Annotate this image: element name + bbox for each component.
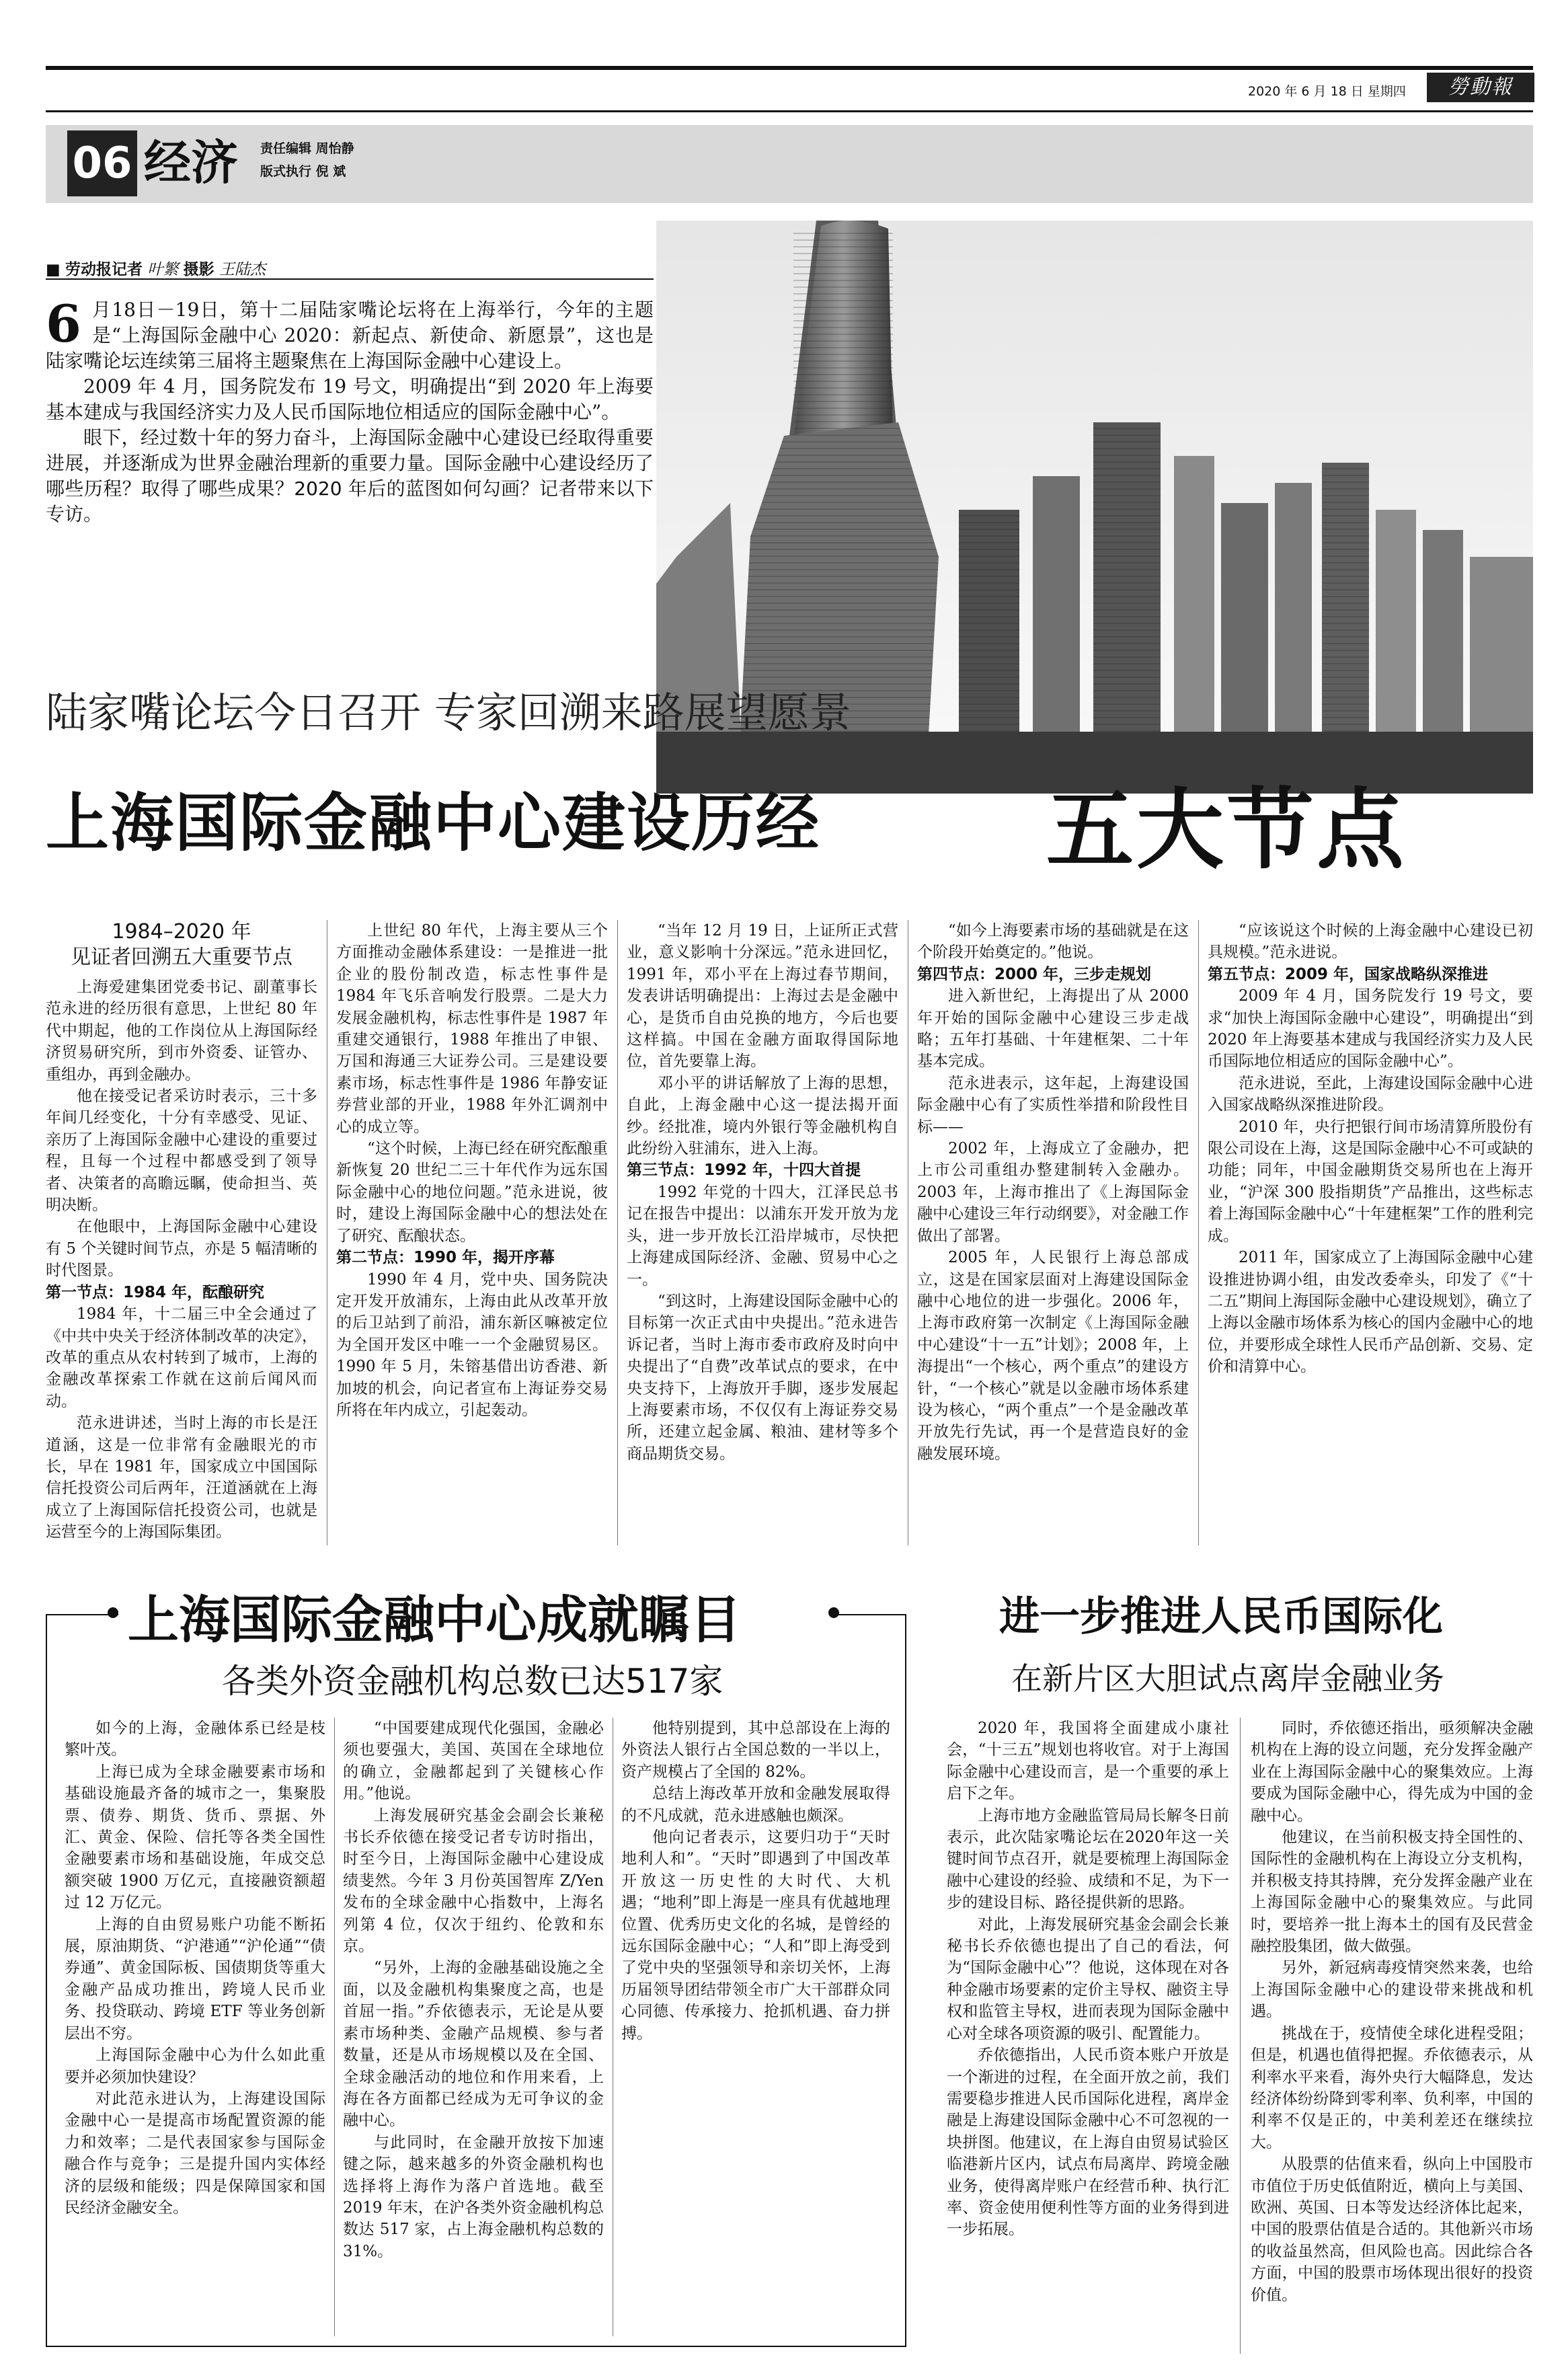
article2-col1 bbox=[65, 1718, 325, 2336]
article1-subhead-line2: 见证者回溯五大重要节点 bbox=[71, 946, 292, 969]
article1-paragraph: 他在接受记者采访时表示，三十多年间几经变化，十分有幸感受、见证、亲历了上海国际金融中心建设的重要过程，且每一个过程中都感受到了领导者、决策者的高瞻远瞩，使命担当、英明决断。 bbox=[46, 1087, 317, 1215]
article1-col1 bbox=[46, 920, 317, 1545]
article2-col2 bbox=[343, 1718, 604, 2336]
article2-title: 上海国际金融中心成就瞩目 bbox=[128, 1590, 741, 1650]
article1-paragraph: “当年 12 月 19 日，上证所正式营业，意义影响十分深远。”范永进回忆，1991 年，邓小平在上海过春节期间，发表讲话明确提出：上海过去是金融中心，是货币自由兑换的地方，今后也要这样搞。中国在金融方面取得国际地位，首先要靠上海。 bbox=[627, 922, 898, 1071]
article2-paragraph: 如今的上海，金融体系已经是枝繁叶茂。 bbox=[65, 1720, 325, 1759]
article1-paragraph: 在他眼中，上海国际金融中心建设有 5 个关键时间节点，亦是 5 幅清晰的时代图景。 bbox=[46, 1218, 317, 1280]
article1-paragraph: 1984 年，十二届三中全会通过了《中共中央关于经济体制改革的决定》，改革的重点从农村转到了城市，上海的金融改革探索工作就在这前后闻风而动。 bbox=[46, 1305, 317, 1410]
article1-paragraph: 2011 年，国家成立了上海国际金融中心建设推进协调小组，由发改委牵头，印发了《“十二五”期间上海国际金融中心建设规划》，确立了上海以金融市场体系为核心的国内金融中心的地位，并要形成全球性人民币产品创新、交易、定价和清算中心。 bbox=[1208, 1249, 1533, 1376]
lead-drop-cap: 6 bbox=[46, 297, 81, 354]
article1-paragraph: “到这时，上海建设国际金融中心的目标第一次正式由中央提出。”范永进告诉记者，当时上海市委市政府及时向中央提出了“自费”改革试点的要求，在中央支持下，上海放开手脚，逐步发展起上海要素市场，不仅仅有上海证券交易所，还建立起金属、粮油、建材等多个商品期货交易。 bbox=[627, 1292, 898, 1463]
node-heading-3: 第三节点：1992 年，十四大首提 bbox=[627, 1161, 861, 1180]
article1-col5 bbox=[1208, 920, 1533, 1545]
top-rule bbox=[46, 66, 1533, 70]
issue-date: 2020 年 6 月 18 日 星期四 bbox=[1248, 84, 1406, 99]
node-heading-5: 第五节点：2009 年，国家战略纵深推进 bbox=[1208, 965, 1489, 983]
article3-paragraph: 挑战在于，疫情使全球化进程受阻；但是，机遇也值得把握。乔依德表示，从利率水平来看，海外央行大幅降息，发达经济体纷纷降到零利率、负利率，中国的利率不仅是正的，中美利差还在继续拉大。 bbox=[1251, 2024, 1533, 2151]
column-rule bbox=[1198, 920, 1199, 1545]
article3-title: 进一步推进人民币国际化 bbox=[999, 1593, 1443, 1640]
title-bullet bbox=[108, 1607, 118, 1618]
article3-col1 bbox=[947, 1718, 1229, 2354]
article2-paragraph: 与此同时，在金融开放按下加速键之际，越来越多的外资金融机构也选择将上海作为落户首选地。截至 2019 年末，在沪各类外资金融机构总数达 517 家，占上海金融机构总数的 31%。 bbox=[343, 2133, 604, 2260]
article2-paragraph: “中国要建成现代化强国，金融必须也要强大，美国、英国在全球地位的确立，金融都起到了关键核心作用。”他说。 bbox=[343, 1720, 604, 1803]
article3-paragraph: 他建议，在当前积极支持全国性的、国际性的金融机构在上海设立分支机构，并积极支持其持牌，充分发挥金融产业在上海国际金融中心的聚集效应。与此同时，要培养一批上海本土的国有及民营金融控股集团，做大做强。 bbox=[1251, 1829, 1533, 1956]
article3-paragraph: 乔依德指出，人民币资本账户开放是一个渐进的过程，在全面开放之前，我们需要稳步推进人民币国际化进程，离岸金融是上海建设国际金融中心不可忽视的一块拼图。他建议，在上海自由贸易试验区临港新片区内，试点布局离岸、跨境金融业务，使得离岸账户在经营币种、执行汇率、资金使用便利性等方面的业务得到进一步拓展。 bbox=[947, 2046, 1229, 2239]
article3-col2 bbox=[1251, 1718, 1533, 2354]
article1-subhead-line1: 1984–2020 年 bbox=[112, 920, 251, 944]
article3-paragraph: 上海市地方金融监管局局长解冬日前表示，此次陆家嘴论坛在2020年这一关键时间节点召开，就是要梳理上海国际金融中心建设的经验、成绩和不足，为下一步的建设目标、路径提供新的思路。 bbox=[947, 1806, 1229, 1912]
node-heading-4: 第四节点：2000 年，三步走规划 bbox=[917, 965, 1152, 983]
article1-col3 bbox=[627, 920, 898, 1545]
article1-paragraph: “如今上海要素市场的基础就是在这个阶段开始奠定的。”他说。 bbox=[917, 922, 1189, 962]
article1-paragraph: 2010 年，央行把银行间市场清算所股份有限公司设在上海，这是国际金融中心不可或缺的功能；同年，中国金融期货交易所也在上海开业，“沪深 300 股指期货”产品推出，这些标志着上海国际金融中心“十年建框架”工作的胜利完成。 bbox=[1208, 1118, 1533, 1245]
article3-paragraph: 从股票的估值来看，纵向上中国股市市值位于历史低值附近，横向上与美国、欧洲、英国、日本等发达经济体比起来，中国的股票估值是合适的。其他新兴市场的收益虽然高，但风险也高。因此综合各方面，中国的股票市场体现出很好的投资价值。 bbox=[1251, 2155, 1533, 2304]
article2-paragraph: 总结上海改革开放和金融发展取得的不凡成就，范永进感触也颇深。 bbox=[621, 1785, 890, 1825]
article2-paragraph: 上海的自由贸易账户功能不断拓展，原油期货、“沪港通”“沪伦通”“债券通”、黄金国际板、国债期货等重大金融产品成功推出，跨境人民币业务、投贷联动、跨境 ETF 等业务创新层出不穷。 bbox=[65, 1915, 325, 2042]
byline: ■ 劳动报记者 叶繁 摄影 王陆杰 bbox=[46, 261, 266, 278]
article1-paragraph: 进入新世纪，上海提出了从 2000 年开始的国际金融中心建设三步走战略；五年打基础、十年建框架、二十年基本完成。 bbox=[917, 987, 1189, 1071]
article1-paragraph: 2005 年，人民银行上海总部成立，这是在国家层面对上海建设国际金融中心地位的进一步强化。2006 年，上海市政府第一次制定《上海国际金融中心建设“十一五”计划》；2008 年，上海提出“一个核心，两个重点”的建设方针，“一个核心”就是以金融市场体系建设为核心，“两个重点”一个是金融改革开放先行先试，再一个是营造良好的金融发展环境。 bbox=[917, 1249, 1189, 1463]
article3-paragraph: 2020 年，我国将全面建成小康社会，“十三五”规划也将收官。对于上海国际金融中心建设而言，是一个重要的承上启下之年。 bbox=[947, 1720, 1229, 1803]
column-rule bbox=[1240, 1718, 1241, 2354]
article2-subtitle: 各类外资金融机构总数已达517家 bbox=[222, 1662, 723, 1701]
header-rule bbox=[46, 110, 1533, 112]
article1-col4 bbox=[917, 920, 1189, 1545]
layout-credit: 版式执行 倪 斌 bbox=[260, 164, 346, 179]
column-rule bbox=[617, 920, 618, 1545]
byline-photo-label: 摄影 bbox=[183, 261, 214, 278]
article2-paragraph: 他特别提到，其中总部设在上海的外资法人银行占全国总数的一半以上，资产规模占了全国的 82%。 bbox=[621, 1720, 890, 1781]
article2-paragraph: 上海国际金融中心为什么如此重要并必须加快建设？ bbox=[65, 2046, 325, 2086]
article2-paragraph: 上海发展研究基金会副会长兼秘书长乔依德在接受记者专访时指出，时至今日，上海国际金融中心建设成绩斐然。今年 3 月份英国智库 Z/Yen 发布的全球金融中心指数中，上海名列第 4 位，仅次于纽约、伦敦和东京。 bbox=[343, 1806, 604, 1956]
article1-paragraph: “应该说这个时候的上海金融中心建设已初具规模。”范永进说。 bbox=[1208, 922, 1533, 962]
lead-paragraph-1: 月18日－19日，第十二届陆家嘴论坛将在上海举行，今年的主题是“上海国际金融中心 2020：新起点、新使命、新愿景”，这也是陆家嘴论坛连续第三届将主题聚焦在上海国际金融中心建设上。 bbox=[46, 299, 654, 372]
article1-paragraph: 邓小平的讲话解放了上海的思想，自此，上海金融中心这一提法揭开面纱。经批准，境内外银行等金融机构自此纷纷入驻浦东，进入上海。 bbox=[627, 1074, 898, 1158]
title-bullet bbox=[828, 1607, 839, 1618]
article2-paragraph: 他向记者表示，这要归功于“天时地利人和”。“天时”即遇到了中国改革开放这一历史性的大时代、大机遇；“地利”即上海是一座具有优越地理位置、优秀历史文化的名城，是曾经的远东国际金融中心；“人和”即上海受到了党中央的坚强领导和亲切关怀，上海历届领导团结带领全市广大干部群众同心同德、传承接力、抢抓机遇、奋力拼搏。 bbox=[621, 1829, 890, 2042]
article1-paragraph: 范永进讲述，当时上海的市长是汪道涵，这是一位非常有金融眼光的市长，早在 1981 年，国家成立中国国际信托投资公司后两年，汪道涵就在上海成立了上海国际信托投资公司，也就是运营至今的上海国际集团。 bbox=[46, 1414, 317, 1541]
headline-kicker: 陆家嘴论坛今日召开 专家回溯来路展望愿景 bbox=[46, 688, 851, 737]
article1-paragraph: 上世纪 80 年代，上海主要从三个方面推动金融体系建设：一是推进一批企业的股份制改造，标志性事件是 1984 年飞乐音响发行股票。二是大力发展金融机构，标志性事件是 1987 年重建交通银行，1988 年推出了申银、万国和海通三大证券公司。三是建设要素市场，标志性事件是 1986 年静安证券营业部的开业，1988 年外汇调剂中心的成立等。 bbox=[336, 922, 608, 1136]
article1-paragraph: 1992 年党的十四大，江泽民总书记在报告中提出：以浦东开发开放为龙头，进一步开放长江沿岸城市，尽快把上海建成国际经济、金融、贸易中心之一。 bbox=[627, 1183, 898, 1289]
article1-paragraph: 范永进表示，这年起，上海建设国际金融中心有了实质性举措和阶段性目标—— bbox=[917, 1074, 1189, 1136]
node-heading-1: 第一节点：1984 年，酝酿研究 bbox=[46, 1283, 265, 1301]
article3-subtitle: 在新片区大胆试点离岸金融业务 bbox=[1011, 1660, 1444, 1697]
article2-paragraph: 上海已成为全球金融要素市场和基础设施最齐备的城市之一，集聚股票、债券、期货、货币、票据、外汇、黄金、保险、信托等各类全国性金融要素市场和基础设施，年成交总额突破 1900 万亿元，直接融资额超过 12 万亿元。 bbox=[65, 1763, 325, 1912]
article1-paragraph: 2002 年，上海成立了金融办，把上市公司重组办整建制转入金融办。2003 年，上海市推出了《上海国际金融中心建设三年行动纲要》，对金融工作做出了部署。 bbox=[917, 1140, 1189, 1245]
article1-paragraph: 范永进说，至此，上海建设国际金融中心进入国家战略纵深推进阶段。 bbox=[1208, 1074, 1533, 1114]
article3-paragraph: 对此，上海发展研究基金会副会长兼秘书长乔依德也提出了自己的看法，何为“国际金融中心”？他说，这体现在对各种金融市场要素的定价主导权、融资主导权和监管主导权，进而表现为国际金融中心对全球各项资源的吸引、配置能力。 bbox=[947, 1915, 1229, 2042]
column-rule bbox=[334, 1718, 335, 2336]
article2-paragraph: “另外，上海的金融基础设施之全面，以及金融机构集聚度之高，也是首屈一指。”乔依德表示，无论是从要素市场种类、金融产品规模、参与者数量，还是从市场规模以及在全国、全球金融活动的地位和作用来看，上海在各方面都已经成为无可争议的金融中心。 bbox=[343, 1959, 604, 2130]
article2-col3 bbox=[621, 1718, 890, 2336]
headline-main: 上海国际金融中心建设历经 bbox=[46, 787, 821, 860]
section-name: 经济 bbox=[144, 135, 238, 190]
byline-reporter: 叶繁 bbox=[147, 261, 179, 278]
article3-paragraph: 同时，乔依德还指出，亟须解决金融机构在上海的设立问题，充分发挥金融产业在上海国际金融中心的聚集效应。上海要成为国际金融中心，得先成为中国的金融中心。 bbox=[1251, 1720, 1533, 1825]
lead-text bbox=[46, 297, 654, 631]
article1-paragraph: 2009 年 4 月，国务院发行 19 号文，要求“加快上海国际金融中心建设”，明确提出“到 2020 年上海要基本建成与我国经济实力及人民币国际地位相适应的国际金融中心”。 bbox=[1208, 987, 1533, 1071]
article2-paragraph: 对此范永进认为，上海建设国际金融中心一是提高市场配置资源的能力和效率；二是代表国家参与国际金融合作与竞争；三是提升国内实体经济的层级和能级；四是保障国家和国民经济金融安全。 bbox=[65, 2089, 325, 2217]
byline-rule bbox=[46, 278, 654, 280]
article1-col2 bbox=[336, 920, 608, 1545]
byline-prefix: 劳动报记者 bbox=[65, 261, 143, 278]
lead-paragraph-2: 2009 年 4 月，国务院发布 19 号文，明确提出“到 2020 年上海要基本建成与我国经济实力及人民币国际地位相适应的国际金融中心”。 bbox=[46, 375, 654, 423]
editor-credit: 责任编辑 周怡静 bbox=[260, 141, 354, 156]
lead-paragraph-3: 眼下，经过数十年的努力奋斗，上海国际金融中心建设已经取得重要进展，并逐渐成为世界金融治理新的重要力量。国际金融中心建设经历了哪些历程？取得了哪些成果？2020 年后的蓝图如何勾画？记者带来以下专访。 bbox=[46, 426, 654, 525]
article1-paragraph: 上海爱建集团党委书记、副董事长范永进的经历很有意思，上世纪 80 年代中期起，他的工作岗位从上海国际经济贸易研究所，到市外资委、证管办、重组办，再到金融办。 bbox=[46, 978, 317, 1083]
article3-paragraph: 另外，新冠病毒疫情突然来袭，也给上海国际金融中心的建设带来挑战和机遇。 bbox=[1251, 1959, 1533, 2021]
page-number: 06 bbox=[67, 130, 137, 196]
article1-paragraph: 1990 年 4 月，党中央、国务院决定开发开放浦东，上海由此从改革开放的后卫站到了前沿，浦东新区嘛被定位为全国开发区中唯一一个金融贸易区。1990 年 5 月，朱镕基借出访香港、新加坡的机会，向记者宣布上海证券交易所将在年内成立，引起轰动。 bbox=[336, 1270, 608, 1419]
headline-emphasis: 五大节点 bbox=[1046, 779, 1407, 881]
newspaper-logo: 勞動報 bbox=[1427, 73, 1534, 102]
node-heading-2: 第二节点：1990 年，揭开序幕 bbox=[336, 1249, 555, 1267]
byline-photographer: 王陆杰 bbox=[219, 261, 266, 278]
article1-paragraph: “这个时候，上海已经在研究酝酿重新恢复 20 世纪二三十年代作为远东国际金融中心的地位问题。”范永进说，彼时，建设上海国际金融中心的想法处在了研究、酝酿状态。 bbox=[336, 1140, 608, 1245]
